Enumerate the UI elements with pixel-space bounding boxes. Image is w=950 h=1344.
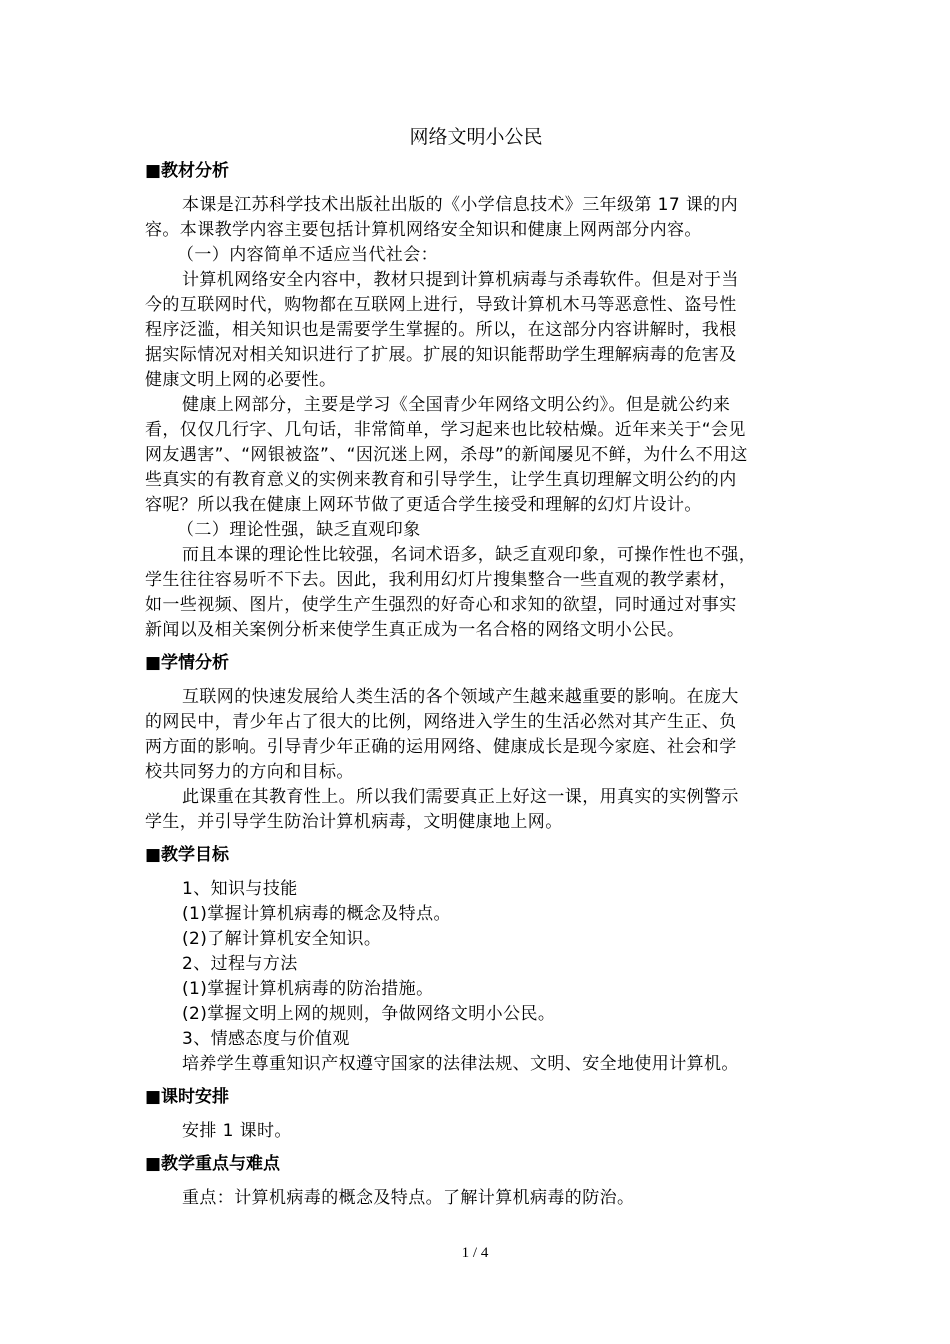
text-line: 培养学生尊重知识产权遵守国家的法律法规、文明、安全地使用计算机。 bbox=[182, 1054, 739, 1074]
text-line: (1)掌握计算机病毒的概念及特点。 bbox=[182, 904, 451, 924]
text-line: （二）理论性强，缺乏直观印象 bbox=[177, 520, 421, 540]
text-line: 2、过程与方法 bbox=[182, 954, 298, 974]
text-line: 网友遇害”、“网银被盗”、“因沉迷上网，杀母”的新闻屡见不鲜，为什么不用这 bbox=[145, 445, 748, 465]
text-line: (1)掌握计算机病毒的防治措施。 bbox=[182, 979, 434, 999]
text-line: 容。本课教学内容主要包括计算机网络安全知识和健康上网两部分内容。 bbox=[145, 220, 702, 240]
text-line: 本课是江苏科学技术出版社出版的《小学信息技术》三年级第 17 课的内 bbox=[182, 195, 739, 215]
section-heading: ■教学重点与难点 bbox=[145, 1154, 281, 1174]
text-line: 学生，并引导学生防治计算机病毒，文明健康地上网。 bbox=[145, 812, 563, 832]
section-heading: ■教材分析 bbox=[145, 161, 230, 181]
section-heading: ■学情分析 bbox=[145, 653, 230, 673]
text-line: 如一些视频、图片，使学生产生强烈的好奇心和求知的欲望，同时通过对事实 bbox=[145, 595, 737, 615]
text-line: 容呢？所以我在健康上网环节做了更适合学生接受和理解的幻灯片设计。 bbox=[145, 495, 702, 515]
text-line: （一）内容简单不适应当代社会： bbox=[177, 245, 438, 265]
text-line: 学生往往容易听不下去。因此，我利用幻灯片搜集整合一些直观的教学素材， bbox=[145, 570, 737, 590]
text-line: (2)掌握文明上网的规则，争做网络文明小公民。 bbox=[182, 1004, 556, 1024]
text-line: 1、知识与技能 bbox=[182, 879, 298, 899]
text-line: (2)了解计算机安全知识。 bbox=[182, 929, 382, 949]
text-line: 健康文明上网的必要性。 bbox=[145, 370, 337, 390]
text-line: 程序泛滥，相关知识也是需要学生掌握的。所以，在这部分内容讲解时，我根 bbox=[145, 320, 737, 340]
text-line: 据实际情况对相关知识进行了扩展。扩展的知识能帮助学生理解病毒的危害及 bbox=[145, 345, 737, 365]
text-line: 两方面的影响。引导青少年正确的运用网络、健康成长是现今家庭、社会和学 bbox=[145, 737, 737, 757]
text-line: 健康上网部分，主要是学习《全国青少年网络文明公约》。但是就公约来 bbox=[182, 395, 731, 415]
text-line: 看，仅仅几行字、几句话，非常简单，学习起来也比较枯燥。近年来关于“会见 bbox=[145, 420, 746, 440]
text-line: 而且本课的理论性比较强，名词术语多，缺乏直观印象，可操作性也不强， bbox=[182, 545, 757, 565]
text-line: 此课重在其教育性上。所以我们需要真正上好这一课，用真实的实例警示 bbox=[182, 787, 739, 807]
text-line: 3、情感态度与价值观 bbox=[182, 1029, 350, 1049]
page-number: 1 / 4 bbox=[461, 1245, 489, 1261]
text-line: 新闻以及相关案例分析来使学生真正成为一名合格的网络文明小公民。 bbox=[145, 620, 685, 640]
text-line: 些真实的有教育意义的实例来教育和引导学生，让学生真切理解文明公约的内 bbox=[145, 470, 737, 490]
text-line: 计算机网络安全内容中，教材只提到计算机病毒与杀毒软件。但是对于当 bbox=[182, 270, 739, 290]
section-heading: ■教学目标 bbox=[145, 845, 230, 865]
text-line: 安排 1 课时。 bbox=[182, 1121, 292, 1141]
document-page bbox=[145, 124, 807, 1211]
text-line: 校共同努力的方向和目标。 bbox=[145, 762, 354, 782]
document-title: 网络文明小公民 bbox=[409, 126, 543, 148]
section-heading: ■课时安排 bbox=[145, 1087, 230, 1107]
text-line: 重点：计算机病毒的概念及特点。了解计算机病毒的防治。 bbox=[182, 1188, 635, 1208]
text-line: 今的互联网时代，购物都在互联网上进行，导致计算机木马等恶意性、盗号性 bbox=[145, 295, 737, 315]
text-line: 的网民中，青少年占了很大的比例，网络进入学生的生活必然对其产生正、负 bbox=[145, 712, 737, 732]
text-line: 互联网的快速发展给人类生活的各个领域产生越来越重要的影响。在庞大 bbox=[182, 687, 739, 707]
